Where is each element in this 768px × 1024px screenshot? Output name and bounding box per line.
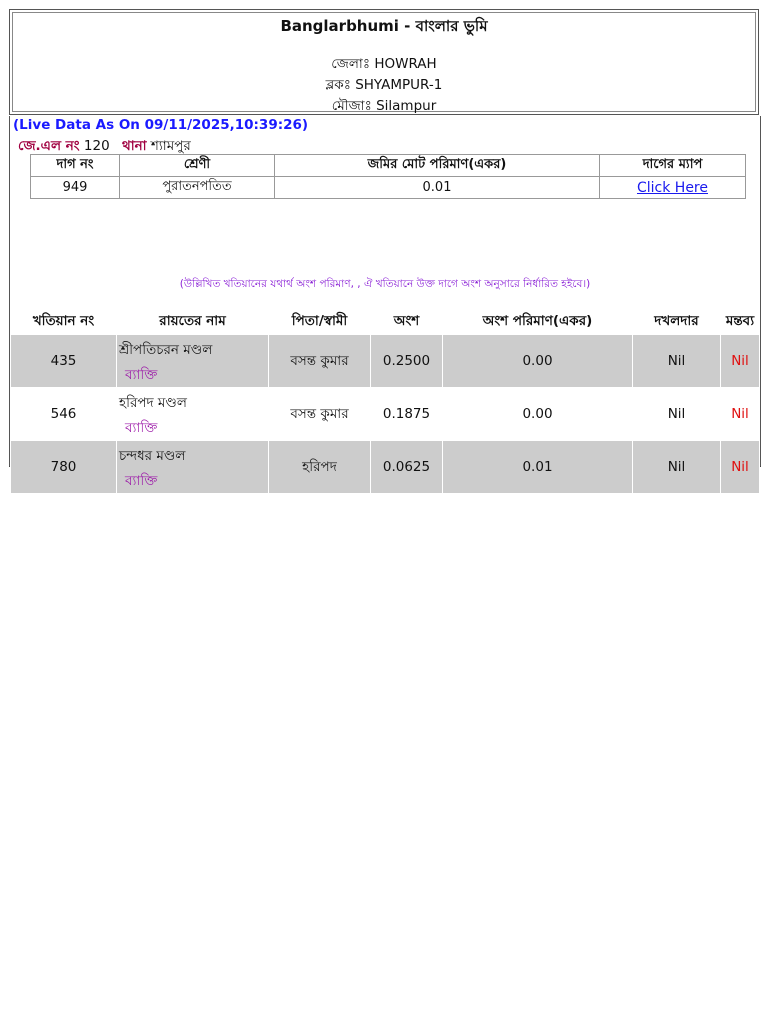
district-line [13, 53, 755, 76]
raiyat-cell [117, 388, 269, 441]
father-husband: বসন্ত কুমার [269, 335, 371, 388]
table-row [11, 335, 760, 388]
live-data-timestamp: (Live Data As On 09/11/2025,10:39:26) [13, 117, 309, 133]
mouza-label: মৌজাঃ [331, 98, 372, 114]
share: 0.0625 [371, 441, 443, 494]
header-share-area: অংশ পরিমাণ(একর) [482, 312, 593, 329]
jl-value: 120 [83, 138, 110, 154]
raiyat-name: চন্দধর মণ্ডল [119, 448, 186, 464]
occupant: Nil [633, 388, 721, 441]
remark: Nil [721, 388, 760, 441]
header-box [9, 9, 759, 115]
khatian-no: 780 [11, 441, 117, 494]
share: 0.1875 [371, 388, 443, 441]
dag-no: 949 [31, 177, 120, 199]
header-dag-no: দাগ নং [31, 155, 120, 177]
main-box [9, 116, 761, 489]
mouza-value: Silampur [376, 98, 437, 114]
header-dag-map: দাগের ম্যাপ [600, 155, 746, 177]
raiyat-name: শ্রীপতিচরন মণ্ডল [119, 342, 213, 358]
dag-table-header [31, 155, 746, 177]
district-label: জেলাঃ [331, 56, 371, 72]
raiyat-name: হরিপদ মণ্ডল [119, 395, 187, 411]
district-value: HOWRAH [374, 56, 437, 72]
share-area: 0.00 [443, 335, 633, 388]
header-father-husband: পিতা/স্বামী [291, 312, 348, 329]
header-raiyat-name: রায়তের নাম [159, 312, 226, 329]
raiyat-type: ব্যাক্তি [125, 473, 158, 489]
khatian-no: 435 [11, 335, 117, 388]
share: 0.2500 [371, 335, 443, 388]
header-total-area: জমির মোট পরিমাণ(একর) [275, 155, 600, 177]
share-note: (উল্লিখিত খতিয়ানের যথার্থ অংশ পরিমাণ, , ঐ খতিয়ানে উক্ত দাগে অংশ অনুসারে নির্ধারিত হইবে।) [179, 278, 591, 290]
occupant: Nil [633, 441, 721, 494]
dag-table [30, 154, 746, 199]
header-inner [12, 12, 756, 112]
block-line [13, 74, 755, 97]
land-class: পুরাতনপতিত [120, 177, 275, 199]
block-value: SHYAMPUR-1 [355, 77, 443, 93]
dag-map-link[interactable]: Click Here [636, 179, 708, 196]
father-husband: হরিপদ [269, 441, 371, 494]
remark: Nil [721, 335, 760, 388]
raiyat-cell [117, 335, 269, 388]
header-khatian-no: খতিয়ান নং [32, 312, 95, 329]
dag-map-cell [600, 177, 746, 199]
header-class: শ্রেণী [120, 155, 275, 177]
header-share: অংশ [393, 312, 420, 329]
thana-label: থানা [121, 138, 147, 154]
khatian-no: 546 [11, 388, 117, 441]
total-area: 0.01 [275, 177, 600, 199]
remark: Nil [721, 441, 760, 494]
table-row [11, 441, 760, 494]
father-husband: বসন্ত কুমার [269, 388, 371, 441]
thana-value: শ্যামপুর [150, 138, 191, 154]
raiyat-type: ব্যাক্তি [125, 420, 158, 436]
block-label: ব্লকঃ [325, 77, 351, 93]
khatian-table [10, 308, 760, 494]
raiyat-cell [117, 441, 269, 494]
site-title: Banglarbhumi - বাংলার ভুমি [280, 17, 488, 35]
table-row [11, 388, 760, 441]
occupant: Nil [633, 335, 721, 388]
jl-label: জে.এল নং [18, 138, 80, 154]
raiyat-type: ব্যাক্তি [125, 367, 158, 383]
dag-table-row [31, 177, 746, 199]
share-area: 0.01 [443, 441, 633, 494]
header-remark: মন্তব্য [725, 312, 755, 329]
header-occupant: দখলদার [654, 312, 699, 329]
khatian-table-header [11, 308, 760, 335]
share-area: 0.00 [443, 388, 633, 441]
mouza-line [13, 95, 755, 118]
